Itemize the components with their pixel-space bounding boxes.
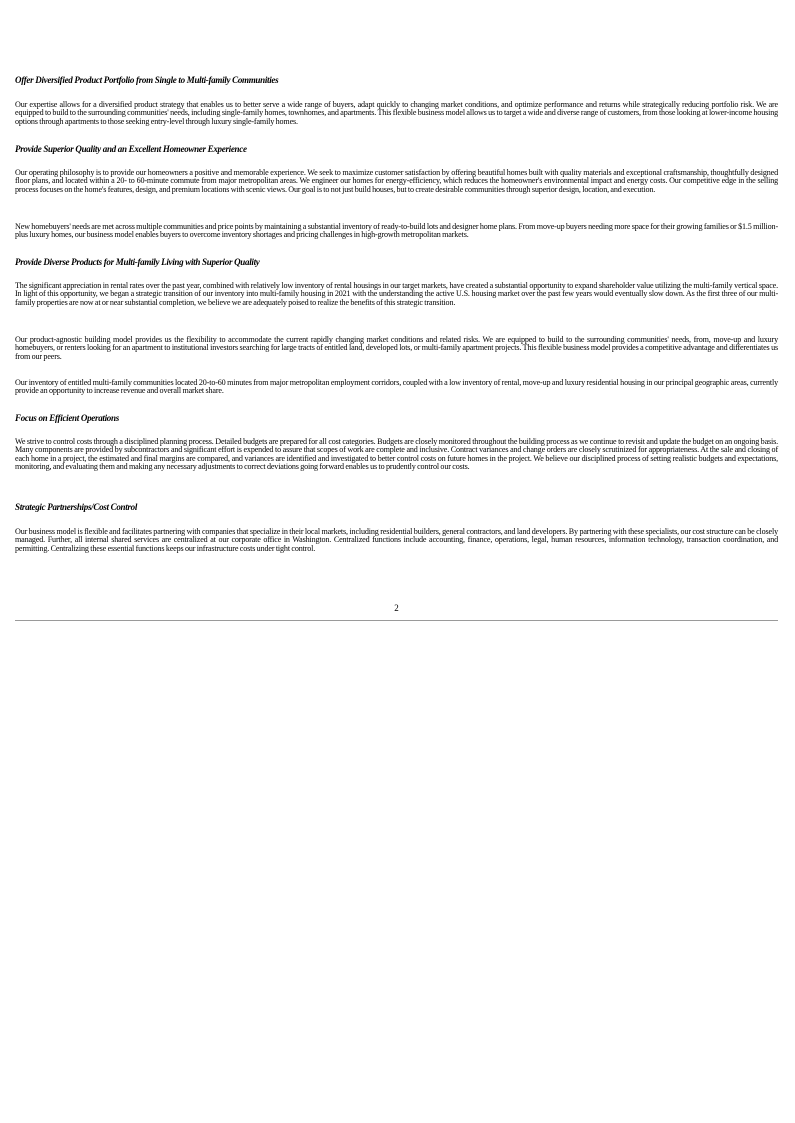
section-diversified-portfolio (15, 75, 778, 85)
section-heading: Provide Diverse Products for Multi-family Living with Superior Quality (15, 257, 260, 267)
section-multi-family-body-2 (15, 336, 778, 361)
paragraph: Our business model is flexible and facilitates partnering with companies that specialize in their local markets, including residential builders, general contractors, and land developers. By partnering with these specialists, our cost structure can be closely managed. Further, all internal shared services are centralized at our corporate office in Washington. Centralized functions include accounting, finance, operations, legal, human resources, information technology, transaction coordination, and permitting. Centralizing these essential functions keeps our infrastructure costs under tight control. (15, 527, 778, 553)
paragraph: Our product-agnostic building model provides us the flexibility to accommodate the current rapidly changing market conditions and related risks. We are equipped to build to the surrounding communities' needs, from, move-up and luxury homebuyers, or renters looking for an apartment to institutional investors searching for large tracts of entitled land, developed lots, or multi-family apartment projects. This flexible business model provides a competitive advantage and differentiates us from our peers. (15, 335, 778, 361)
paragraph: Our operating philosophy is to provide our homeowners a positive and memorable experience. We seek to maximize customer satisfaction by offering beautiful homes built with quality materials and exceptional craftsmanship, thoughtfully designed floor plans, and located within a 20- to 60-minute commute from major metropolitan areas. We engineer our homes for energy-efficiency, which reduces the homeowner's environmental impact and energy costs. Our competitive edge in the selling process focuses on the home's features, design, and premium locations with scenic views. Our goal is to not just build houses, but to create desirable communities through superior design, location, and execution. (15, 168, 778, 194)
section-superior-quality (15, 144, 778, 154)
page-divider (15, 620, 778, 621)
paragraph: The significant appreciation in rental rates over the past year, combined with relatively low inventory of rental housings in our target markets, have created a substantial opportunity to expand shareholder value utilizing the multi-family vertical space. In light of this opportunity, we began a strategic transition of our inventory into multi-family housing in 2021 with the understanding the active U.S. housing market over the past few years would eventually slow down. As the first three of our multi-family properties are now at or near substantial completion, we believe we are adequately poised to realize the benefits of this strategic transition. (15, 281, 778, 307)
section-strategic-partnerships-body (15, 528, 778, 553)
paragraph: Our inventory of entitled multi-family communities located 20-to-60 minutes from major metropolitan employment corridors, coupled with a low inventory of rental, move-up and luxury residential housing in our principal geographic areas, currently provide an opportunity to increase revenue and overall market share. (15, 378, 778, 396)
section-heading: Strategic Partnerships/Cost Control (15, 502, 138, 512)
section-superior-quality-body-1 (15, 169, 778, 194)
section-strategic-partnerships (15, 502, 778, 512)
section-efficient-operations-body (15, 438, 778, 472)
section-multi-family-body-1 (15, 282, 778, 307)
section-efficient-operations (15, 413, 778, 423)
section-superior-quality-body-2 (15, 223, 778, 240)
section-heading: Offer Diversified Product Portfolio from Single to Multi-family Communities (15, 75, 279, 85)
paragraph: New homebuyers' needs are met across multiple communities and price points by maintaining a substantial inventory of ready-to-build lots and designer home plans. From move-up buyers needing more space for their growing families or $1.5 million-plus luxury homes, our business model enables buyers to overcome inventory shortages and pricing challenges in high-growth metropolitan markets. (15, 222, 778, 240)
section-diversified-portfolio-body (15, 101, 778, 126)
section-heading: Provide Superior Quality and an Excellent Homeowner Experience (15, 144, 247, 154)
paragraph: Our expertise allows for a diversified product strategy that enables us to better serve a wide range of buyers, adapt quickly to changing market conditions, and optimize performance and returns while strategically reducing portfolio risk. We are equipped to build to the surrounding communities' needs, including single-family homes, townhomes, and apartments. This flexible business model allows us to target a wide and diverse range of customers, from those looking at lower-income housing options through apartments to those seeking entry-level through luxury single-family homes. (15, 100, 778, 126)
paragraph: We strive to control costs through a disciplined planning process. Detailed budgets are prepared for all cost categories. Budgets are closely monitored throughout the building process as we continue to revisit and update the budget on an ongoing basis. Many components are provided by subcontractors and significant effort is expended to assure that scopes of work are complete and inclusive. Contract variances and change orders are closely scrutinized for appropriateness. At the sale and closing of each home in a project, the estimated and final margins are compared, and variances are identified and investigated to better control costs on future homes in the project. We believe our disciplined process of setting realistic budgets and expectations, monitoring, and evaluating them and making any necessary adjustments to correct deviations going forward enables us to prudently control our costs. (15, 437, 778, 472)
section-multi-family (15, 257, 778, 267)
section-multi-family-body-3 (15, 379, 778, 396)
section-heading: Focus on Efficient Operations (15, 413, 119, 423)
page-number: 2 (394, 603, 399, 613)
